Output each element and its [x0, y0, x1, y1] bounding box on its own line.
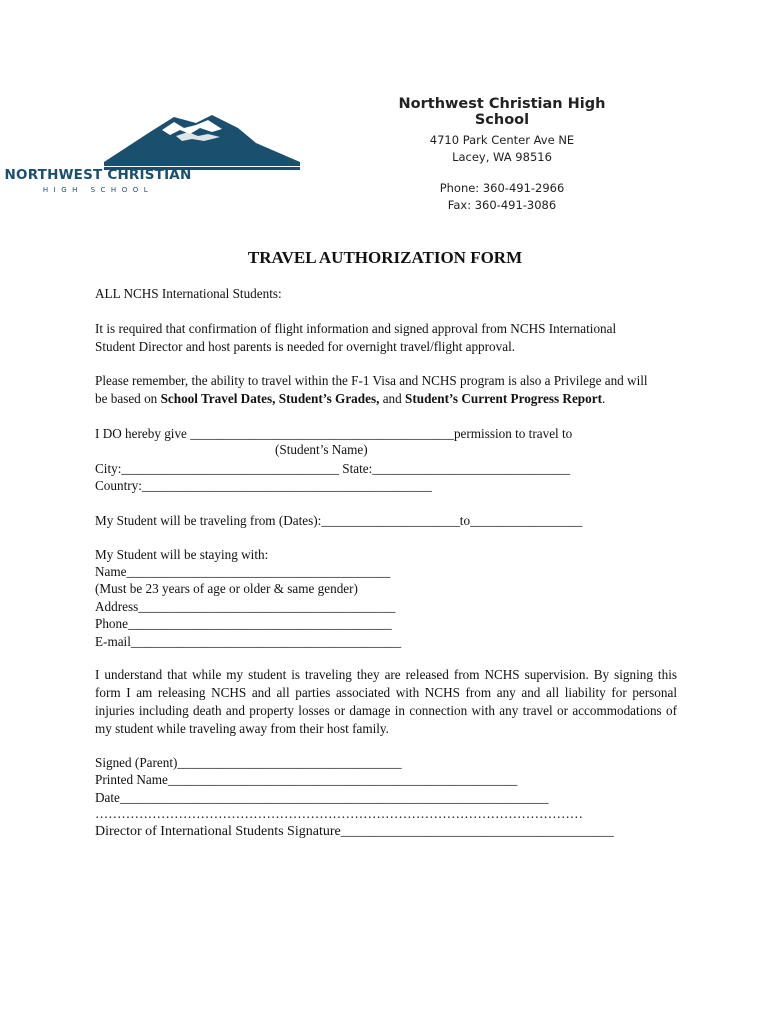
- intro-line-2: Student Director and host parents is needed for overnight travel/flight approval.: [95, 339, 516, 354]
- release-statement: I understand that while my student is traveling they are released from NCHS supervision. By signing this form I am releasing NCHS and all parties associated with NCHS from any and all liability for personal injuries including death and property losses or damage in connection with any travel or accommodations of my student while traveling away from their host family.: [95, 667, 677, 736]
- bold-criteria-2: Student’s Current Progress Report: [405, 391, 602, 406]
- host-phone-field[interactable]: Phone________________________________________: [95, 616, 392, 631]
- logo-subtitle: HIGH SCHOOL: [42, 186, 154, 194]
- fax-number: Fax: 360-491-3086: [447, 198, 557, 212]
- address-line-2: Lacey, WA 98516: [452, 150, 552, 164]
- school-info: [372, 96, 632, 214]
- student-name-note: (Student’s Name): [275, 442, 368, 457]
- travel-dates-field[interactable]: My Student will be traveling from (Dates):_____________________to_________________: [95, 513, 583, 528]
- director-signature-field[interactable]: Director of International Students Signature_______________________________________: [95, 824, 614, 839]
- parent-signature-field[interactable]: Signed (Parent)__________________________________: [95, 755, 402, 770]
- printed-name-field[interactable]: Printed Name_____________________________________________________: [95, 772, 518, 787]
- salutation: ALL NCHS International Students:: [95, 286, 282, 301]
- host-name-field[interactable]: Name________________________________________: [95, 564, 391, 579]
- permission-field[interactable]: I DO hereby give ________________________________________permission to travel to: [95, 426, 573, 441]
- dotted-separator: …………………………………………………………………………………………………: [95, 806, 583, 821]
- staying-heading: My Student will be staying with:: [95, 547, 269, 562]
- country-field[interactable]: Country:____________________________________________: [95, 478, 433, 493]
- mountain-icon: [104, 108, 300, 170]
- intro-line-1: It is required that confirmation of flight information and signed approval from NCHS International: [95, 321, 617, 336]
- bold-criteria-1: School Travel Dates, Student’s Grades,: [160, 391, 380, 406]
- host-address-field[interactable]: Address_______________________________________: [95, 599, 396, 614]
- privilege-line-2: be based on School Travel Dates, Student’s Grades, and Student’s Current Progress Report.: [95, 391, 606, 406]
- host-email-field[interactable]: E-mail_________________________________________: [95, 634, 402, 649]
- date-field[interactable]: Date_________________________________________________________________: [95, 790, 549, 805]
- logo-wordmark: NORTHWEST CHRISTIAN: [4, 167, 192, 183]
- host-age-note: (Must be 23 years of age or older & same gender): [95, 581, 358, 596]
- city-state-field[interactable]: City:_________________________________ State:______________________________: [95, 461, 571, 476]
- school-name: Northwest Christian High School: [398, 96, 606, 128]
- form-title: TRAVEL AUTHORIZATION FORM: [247, 248, 523, 267]
- phone-number: Phone: 360-491-2966: [439, 181, 565, 195]
- privilege-line-1: Please remember, the ability to travel within the F-1 Visa and NCHS program is also a Privilege and will: [95, 373, 648, 388]
- address-line-1: 4710 Park Center Ave NE: [429, 133, 575, 147]
